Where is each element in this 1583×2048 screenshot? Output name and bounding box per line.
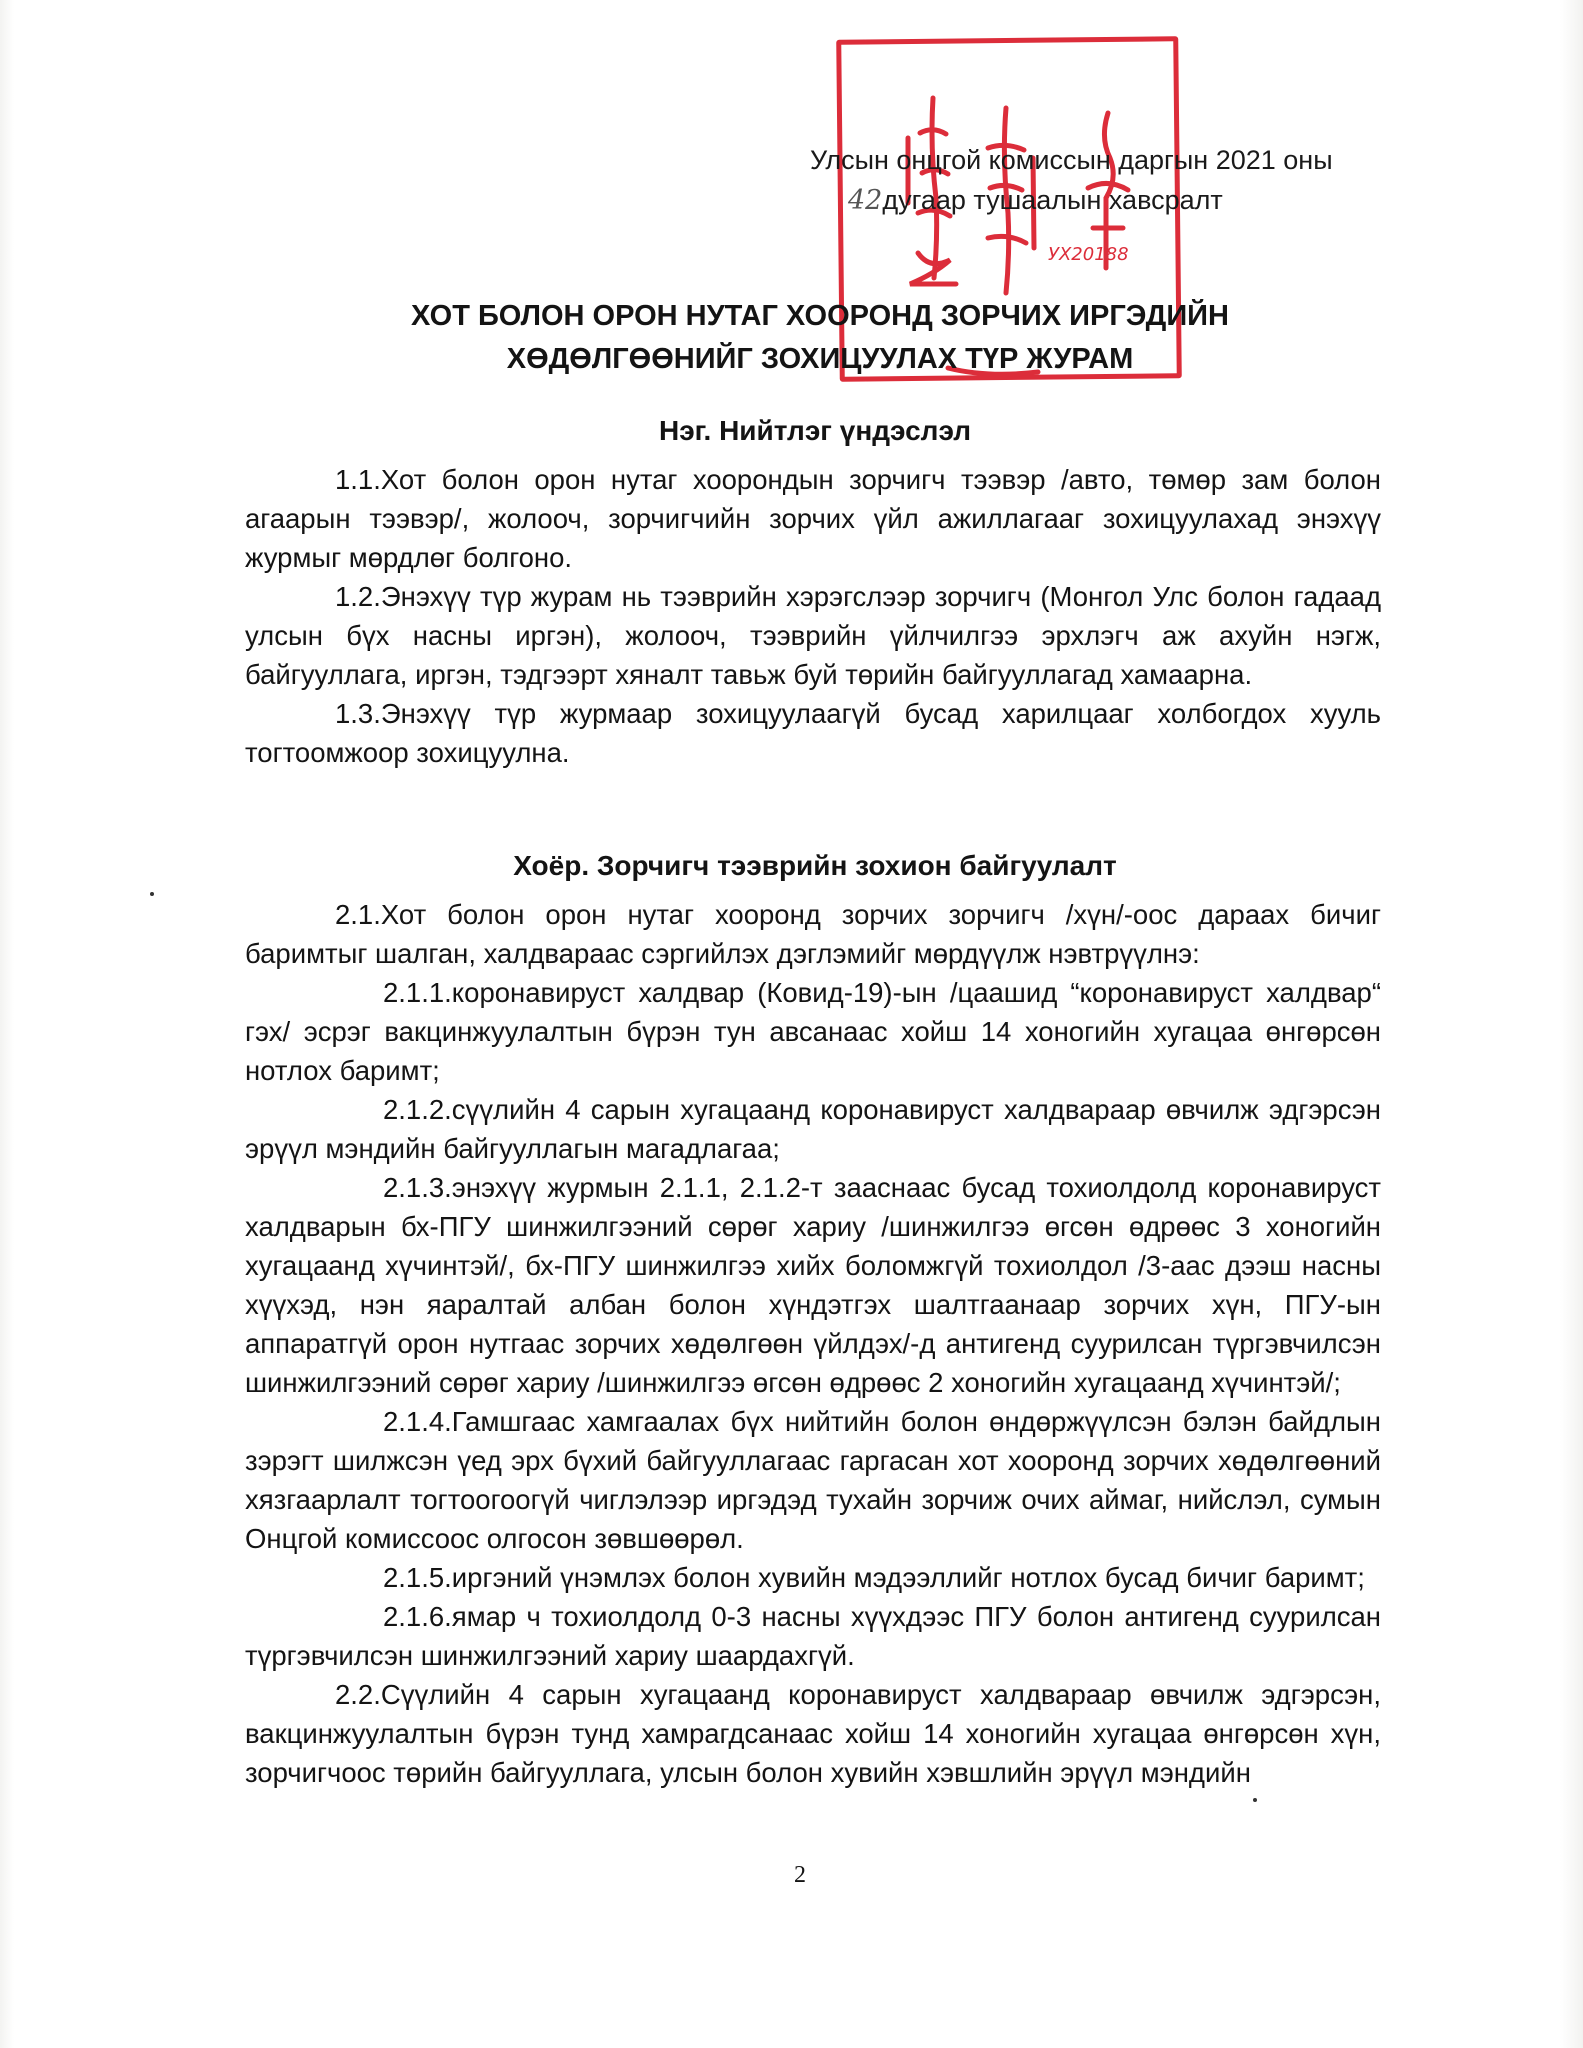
document-title [300, 295, 1340, 381]
page-number: 2 [794, 1862, 806, 1888]
document-title-line2: ХӨДӨЛГӨӨНИЙГ ЗОХИЦУУЛАХ ТҮР ЖУРАМ [506, 343, 1134, 375]
paragraph-2-2: 2.2.Сүүлийн 4 сарын хугацаанд коронавируст халдвараар өвчилж эдгэрсэн, вакцинжуулалтын бүрэн тунд хамрагдсанаас хойш 14 хоногийн хугацаа өнгөрсөн хүн, зорчигчоос төрийн байгууллага, улсын болон хувийн хэвшлийн эрүүл мэндийн [245, 1679, 1381, 1788]
paragraph-2-1: 2.1.Хот болон орон нутаг хооронд зорчих зорчигч /хүн/-оос дараах бичиг баримтыг шалган, халдвараас сэргийлэх дэглэмийг мөрдүүлж нэвтрүүлнэ: [245, 899, 1381, 969]
stamp-handwritten-text: УХ20188 [1048, 244, 1129, 265]
section-1-body [245, 460, 1381, 772]
paragraph-2-1-4: 2.1.4.Гамшгаас хамгаалах бүх нийтийн болон өндөржүүлсэн бэлэн байдлын зэрэгт шилжсэн үед эрх бүхий байгууллагаас гаргасан хот хооронд зорчих хөдөлгөөний хязгаарлалт тогтоогоогүй чиглэлээр иргэдэд тухайн зорчиж очих аймаг, нийслэл, сумын Онцгой комиссоос олгосон зөвшөөрөл. [245, 1406, 1381, 1554]
document-title-line1: ХОТ БОЛОН ОРОН НУТАГ ХООРОНД ЗОРЧИХ ИРГЭДИЙН [411, 300, 1229, 332]
handwritten-order-number: 42 [848, 185, 883, 216]
scan-speck [150, 892, 154, 896]
scan-speck [1253, 1798, 1257, 1802]
appendix-header [810, 140, 1370, 221]
paragraph-1-1: 1.1.Хот болон орон нутаг хоорондын зорчигч тээвэр /авто, төмөр зам болон агаарын тээвэр/, жолооч, зорчигчийн зорчих үйл ажиллагааг зохицуулахад энэхүү журмыг мөрдлөг болгоно. [245, 464, 1381, 573]
paragraph-1-2: 1.2.Энэхүү түр журам нь тээврийн хэрэгслээр зорчигч (Монгол Улс болон гадаад улсын бүх насны иргэн), жолооч, тээврийн үйлчилгээ эрхлэгч аж ахуйн нэгж, байгууллага, иргэн, тэдгээрт хяналт тавьж буй төрийн байгууллагад хамаарна. [245, 581, 1381, 690]
section-2-heading: Хоёр. Зорчигч тээврийн зохион байгуулалт [513, 850, 1117, 881]
appendix-header-line2-text: дугаар тушаалын хавсралт [882, 185, 1223, 215]
paragraph-2-1-3: 2.1.3.энэхүү журмын 2.1.1, 2.1.2-т зааснаас бусад тохиолдолд коронавируст халдварын бх-ПГУ шинжилгээний сөрөг хариу /шинжилгээ өгсөн өдрөөс 3 хоногийн хугацаанд хүчинтэй/, бх-ПГУ шинжилгээ хийх боломжгүй тохиолдол /3-аас дээш насны хүүхэд, нэн яаралтай албан болон хүндэтгэх шалтгаанаар зорчих хүн, ПГУ-ын аппаратгүй орон нутгаас зорчих хөдөлгөөн үйлдэх/-д антигенд суурилсан түргэвчилсэн шинжилгээний сөрөг хариу /шинжилгээ өгсөн өдрөөс 2 хоногийн хугацаанд хүчинтэй/; [245, 1172, 1381, 1398]
paragraph-1-3: 1.3.Энэхүү түр журмаар зохицуулаагүй бусад харилцааг холбогдох хууль тогтоомжоор зохицуулна. [245, 698, 1381, 768]
section-1-heading: Нэг. Нийтлэг үндэслэл [658, 415, 972, 446]
appendix-header-line2 [810, 180, 1370, 221]
section-2-body [245, 895, 1381, 1792]
appendix-header-line1: Улсын онцгой комиссын даргын 2021 оны [810, 145, 1333, 175]
paragraph-2-1-5: 2.1.5.иргэний үнэмлэх болон хувийн мэдээллийг нотлох бусад бичиг баримт; [383, 1562, 1365, 1593]
paragraph-2-1-2: 2.1.2.сүүлийн 4 сарын хугацаанд коронавируст халдвараар өвчилж эдгэрсэн эрүүл мэндийн байгууллагын магадлагаа; [245, 1094, 1381, 1164]
paragraph-2-1-6: 2.1.6.ямар ч тохиолдолд 0-3 насны хүүхдээс ПГУ болон антигенд суурилсан түргэвчилсэн шинжилгээний хариу шаардахгүй. [245, 1601, 1381, 1671]
paragraph-2-1-1: 2.1.1.коронавируст халдвар (Ковид-19)-ын /цаашид “коронавируст халдвар“ гэх/ эсрэг вакцинжуулалтын бүрэн тун авсанаас хойш 14 хоногийн хугацаа өнгөрсөн нотлох баримт; [245, 977, 1381, 1086]
